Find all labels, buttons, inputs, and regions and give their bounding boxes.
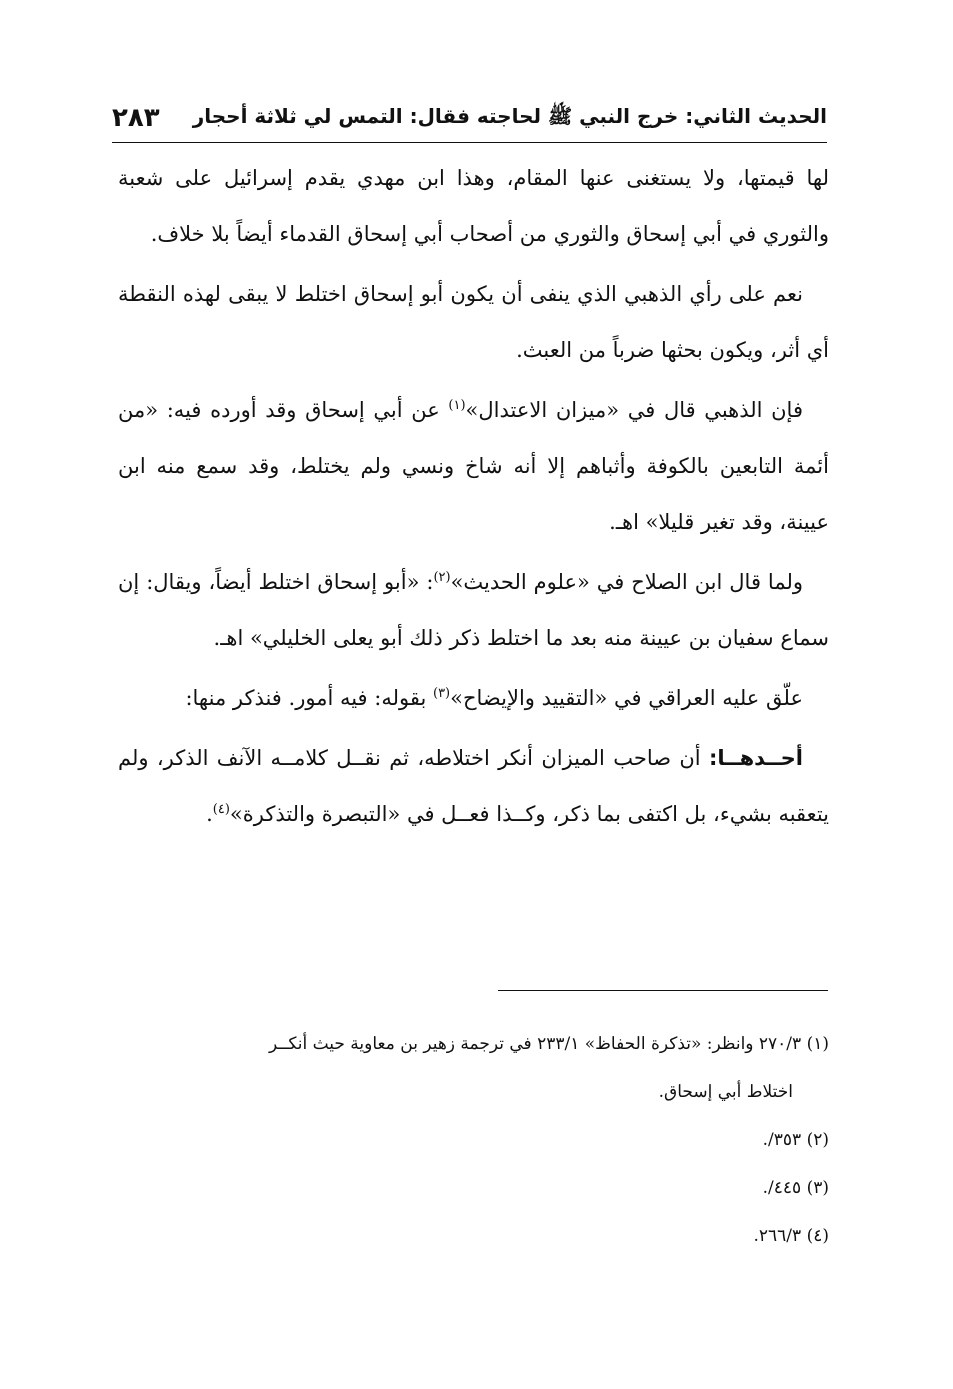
paragraph-3-text-b: عن أبي إسحاق وقد أورده فيه: «من أئمة التابعين بالكوفة وأثباهم إلا أنه شاخ ونسي ولم يختلط، وقد سمع منه ابن عيينة، وقد تغير قليلا» اهـ. <box>118 398 829 534</box>
footnote-ref-3: (٣) <box>432 686 451 701</box>
footnote-ref-4: (٤) <box>212 802 230 817</box>
paragraph-1 <box>118 150 829 262</box>
paragraph-6 <box>118 730 829 842</box>
paragraph-6-lead: أحــدهــا: <box>708 746 803 770</box>
paragraph-6-text: أن صاحب الميزان أنكر اختلاطه، ثم نقــل كلامــه الآنف الذكر، ولم يتعقبه بشيء، بل اكتفى بما ذكر، وكــذا فعــل في «التبصرة والتذكرة» <box>118 746 829 826</box>
footnote-1-continuation: اختلاط أبي إسحاق. <box>658 1082 793 1102</box>
paragraph-6-end: . <box>206 802 213 826</box>
paragraph-1-text: لها قيمتها، ولا يستغنى عنها المقام، وهذا ابن مهدي يقدم إسرائيل على شعبة والثوري في أبي إسحاق والثوري من أصحاب أبي إسحاق القدماء أيضاً بلا خلاف. <box>118 166 829 246</box>
main-text <box>118 150 829 846</box>
header-title: الحديث الثاني: خرج النبي ﷺ لحاجته فقال: التمس لي ثلاثة أحجار <box>192 103 827 128</box>
paragraph-5-text-b: بقوله: فيه أمور. فنذكر منها: <box>185 686 433 710</box>
footnote-1: (١) ٢٧٠/٣ وانظر: «تذكرة الحفاظ» ٢٣٣/١ في ترجمة زهير بن معاوية حيث أنكــر <box>268 1034 829 1054</box>
paragraph-4 <box>118 554 829 666</box>
paragraph-4-text-a: ولما قال ابن الصلاح في «علوم الحديث» <box>450 570 803 594</box>
paragraph-2-text: نعم على رأي الذهبي الذي ينفى أن يكون أبو إسحاق اختلط لا يبقى لهذه النقطة أي أثر، ويكون بحثها ضرباً من العبث. <box>118 282 829 362</box>
paragraph-5 <box>118 670 829 726</box>
paragraph-3 <box>118 382 829 550</box>
running-header <box>112 96 827 140</box>
header-rule <box>112 142 827 143</box>
footnote-separator <box>498 990 828 991</box>
footnote-ref-1: (١) <box>448 398 466 413</box>
paragraph-3-text-a: فإن الذهبي قال في «ميزان الاعتدال» <box>465 398 803 422</box>
paragraph-5-text-a: علّق عليه العراقي في «التقييد والإيضاح» <box>450 686 803 710</box>
page-number: ٢٨٣ <box>112 103 160 133</box>
footnotes <box>120 1020 829 1260</box>
footnote-ref-2: (٢) <box>433 570 451 585</box>
footnote-3: (٣) ٤٤٥/. <box>762 1178 829 1198</box>
footnote-2: (٢) ٣٥٣/. <box>762 1130 829 1150</box>
footnote-4: (٤) ٢٦٦/٣. <box>753 1226 829 1246</box>
paragraph-2 <box>118 266 829 378</box>
paragraph-4-text-b: : «أبو إسحاق اختلط أيضاً، ويقال: إن سماع سفيان بن عيينة منه بعد ما اختلط ذكر ذلك أبو يعلى الخليلي» اهـ. <box>118 570 829 650</box>
